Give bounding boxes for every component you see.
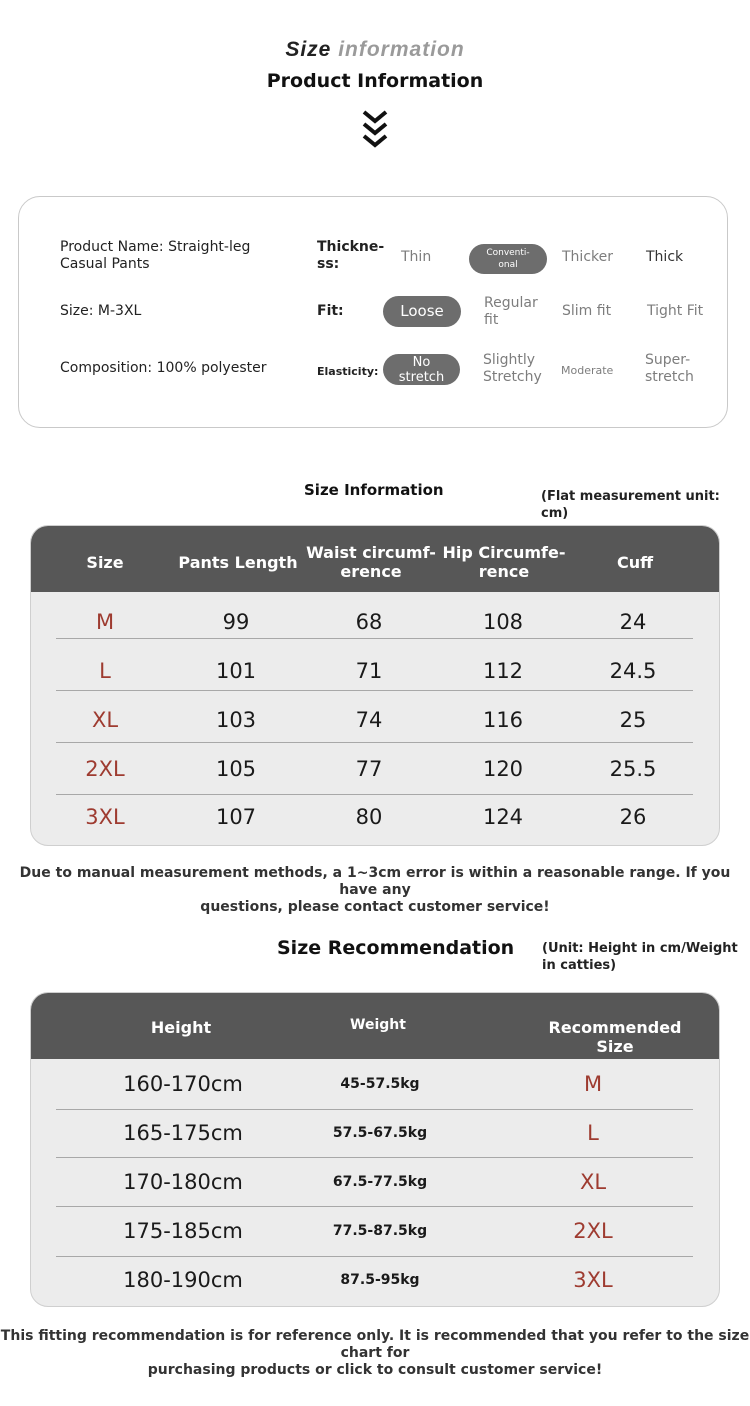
thickness-option-thick: Thick xyxy=(646,249,684,265)
measurement-cell: 108 xyxy=(482,610,524,634)
col-header-size: Size xyxy=(86,553,124,572)
measurement-cell: 25.5 xyxy=(609,757,657,781)
measurement-cell: 77 xyxy=(355,757,383,781)
product-info-card xyxy=(18,196,728,428)
elasticity-label: Elasticity: xyxy=(317,365,379,378)
fit-option-regular-fit: Regular fit xyxy=(484,295,538,328)
height-cell: 160-170cm xyxy=(123,1072,243,1096)
size-cell: L xyxy=(99,659,111,683)
row-divider xyxy=(56,1206,693,1207)
size-info-unit-note: (Flat measurement unit: cm) xyxy=(541,489,720,521)
row-divider xyxy=(56,1256,693,1257)
measurement-cell: 124 xyxy=(482,805,524,829)
fit-option-loose-selected: Loose xyxy=(383,296,461,327)
size-info-table-header xyxy=(31,526,719,592)
size-cell: 2XL xyxy=(85,757,125,781)
weight-cell: 45-57.5kg xyxy=(340,1076,420,1092)
col-header-hip: Hip Circumfe- rence xyxy=(442,543,566,581)
col-header-recommended-size: Recommended Size xyxy=(548,1018,682,1056)
size-recommendation-table xyxy=(30,992,720,1307)
script-word-size: Size xyxy=(285,38,332,61)
thickness-label: Thickne- ss: xyxy=(317,239,385,272)
page-title: Product Information xyxy=(266,70,484,92)
measurement-cell: 24 xyxy=(619,610,647,634)
col-header-waist: Waist circumf- erence xyxy=(306,543,436,581)
thickness-option-thin: Thin xyxy=(401,249,432,265)
height-cell: 170-180cm xyxy=(123,1170,243,1194)
size-info-title: Size Information xyxy=(304,481,444,499)
thickness-option-thicker: Thicker xyxy=(562,249,613,265)
measurement-cell: 25 xyxy=(619,708,647,732)
recommended-size-cell: XL xyxy=(579,1170,607,1194)
row-divider xyxy=(56,1157,693,1158)
col-header-pants-length: Pants Length xyxy=(178,553,298,572)
measurement-cell: 101 xyxy=(215,659,257,683)
row-divider xyxy=(56,1109,693,1110)
elasticity-option-slightly-stretchy: Slightly Stretchy xyxy=(483,352,542,385)
row-divider xyxy=(56,742,693,743)
col-header-cuff: Cuff xyxy=(616,553,654,572)
size-recommendation-disclaimer: This fitting recommendation is for reference only. It is recommended that you refer to the size chart for purchasing products or click to consult customer service! xyxy=(0,1328,750,1378)
chevron-down-triple-icon xyxy=(361,108,389,152)
height-cell: 165-175cm xyxy=(123,1121,243,1145)
weight-cell: 67.5-77.5kg xyxy=(332,1174,428,1190)
fit-option-tight-fit: Tight Fit xyxy=(647,303,704,319)
recommended-size-cell: 2XL xyxy=(573,1219,613,1243)
script-word-information: information xyxy=(338,38,465,61)
elasticity-option-no-stretch-selected: No stretch xyxy=(383,354,460,385)
fit-option-slim-fit: Slim fit xyxy=(562,303,612,319)
measurement-cell: 74 xyxy=(355,708,383,732)
thickness-option-conventional-selected: Conventi- onal xyxy=(469,244,547,274)
size-info-disclaimer: Due to manual measurement methods, a 1~3cm error is within a reasonable range. If you have any questions, please contact customer service! xyxy=(19,865,731,915)
product-name-label: Product Name: Straight-leg Casual Pants xyxy=(60,239,251,272)
recommended-size-cell: M xyxy=(583,1072,603,1096)
col-header-height: Height xyxy=(150,1018,212,1037)
measurement-cell: 68 xyxy=(355,610,383,634)
measurement-cell: 80 xyxy=(355,805,383,829)
measurement-cell: 120 xyxy=(482,757,524,781)
size-cell: XL xyxy=(91,708,119,732)
height-cell: 175-185cm xyxy=(123,1219,243,1243)
measurement-cell: 103 xyxy=(215,708,257,732)
measurement-cell: 107 xyxy=(215,805,257,829)
measurement-cell: 99 xyxy=(222,610,250,634)
row-divider xyxy=(56,638,693,639)
size-cell: M xyxy=(95,610,115,634)
row-divider xyxy=(56,690,693,691)
elasticity-option-super-stretch: Super- stretch xyxy=(645,352,694,385)
composition-label: Composition: 100% polyester xyxy=(60,360,267,376)
weight-cell: 87.5-95kg xyxy=(340,1272,420,1288)
size-cell: 3XL xyxy=(85,805,125,829)
measurement-cell: 24.5 xyxy=(609,659,657,683)
elasticity-option-moderate: Moderate xyxy=(561,364,614,377)
height-cell: 180-190cm xyxy=(123,1268,243,1292)
fit-label: Fit: xyxy=(317,303,344,319)
row-divider xyxy=(56,794,693,795)
size-information-script-title xyxy=(0,38,750,62)
measurement-cell: 26 xyxy=(619,805,647,829)
measurement-cell: 71 xyxy=(355,659,383,683)
measurement-cell: 112 xyxy=(482,659,524,683)
size-recommendation-table-header xyxy=(31,993,719,1059)
size-recommendation-title: Size Recommendation xyxy=(277,937,515,959)
col-header-weight: Weight xyxy=(350,1017,406,1033)
recommended-size-cell: L xyxy=(587,1121,599,1145)
measurement-cell: 116 xyxy=(482,708,524,732)
size-label: Size: M-3XL xyxy=(60,303,142,319)
weight-cell: 57.5-67.5kg xyxy=(332,1125,428,1141)
weight-cell: 77.5-87.5kg xyxy=(332,1223,428,1239)
size-info-table xyxy=(30,525,720,846)
measurement-cell: 105 xyxy=(215,757,257,781)
size-recommendation-unit-note: (Unit: Height in cm/Weight in catties) xyxy=(542,941,738,973)
recommended-size-cell: 3XL xyxy=(573,1268,613,1292)
